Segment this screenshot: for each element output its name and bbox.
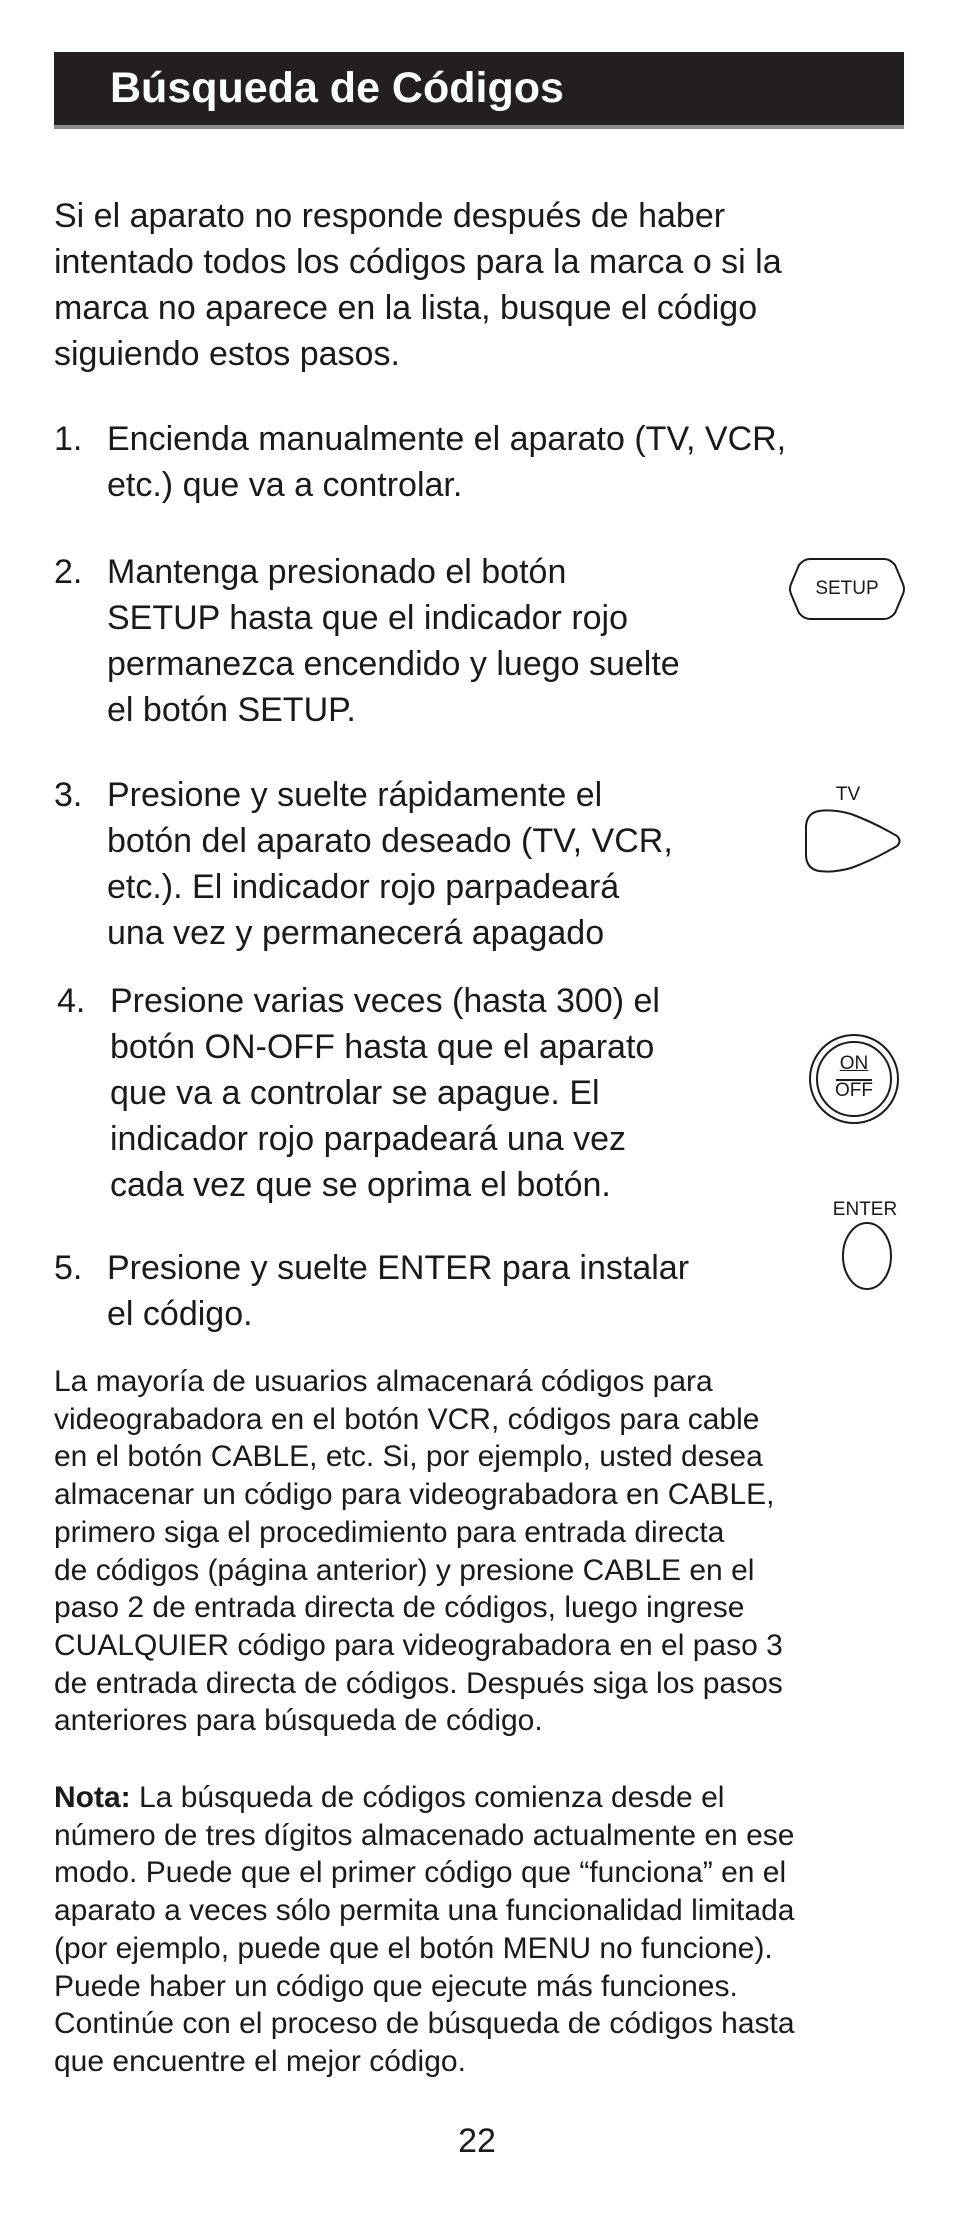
on-label: ON (839, 1053, 869, 1074)
note-line: Continúe con el proceso de búsqueda de códigos hasta (54, 2007, 795, 2041)
step-line: el botón SETUP. (107, 691, 356, 729)
note-label: Nota: (54, 1781, 131, 1814)
note-line: aparato a veces sólo permita una funcionalidad limitada (54, 1894, 795, 1928)
step-line: indicador rojo parpadeará una vez (110, 1120, 627, 1158)
step-line: cada vez que se oprima el botón. (110, 1166, 611, 1204)
intro-paragraph (54, 193, 894, 377)
note-paragraph (54, 1779, 914, 2081)
note-line: que encuentre el mejor código. (54, 2044, 466, 2078)
section-header (54, 52, 904, 129)
step-number: 4. (57, 982, 86, 1020)
step-line: botón del aparato deseado (TV, VCR, (107, 822, 673, 860)
step-line: el código. (107, 1295, 253, 1333)
step-text (107, 1245, 689, 1337)
step-4 (54, 978, 660, 1208)
paragraph-line: en el botón CABLE, etc. Si, por ejemplo, usted desea (54, 1440, 763, 1474)
note-line: Puede haber un código que ejecute más funciones. (54, 1969, 738, 2003)
step-number: 1. (54, 420, 83, 458)
note-line: número de tres dígitos almacenado actualmente en ese (54, 1818, 795, 1852)
note-line: modo. Puede que el primer código que “funciona” en el (54, 1856, 787, 1890)
page-number: 22 (458, 2122, 496, 2160)
step-number: 2. (54, 553, 83, 591)
paragraph-line: de entrada directa de códigos. Después siga los pasos (54, 1666, 783, 1700)
step-number: 5. (54, 1249, 83, 1287)
step-text (107, 549, 680, 733)
paragraph-line: La mayoría de usuarios almacenará códigos para (54, 1365, 713, 1398)
intro-line: Si el aparato no responde después de haber (54, 197, 726, 235)
step-1 (54, 416, 786, 508)
step-2 (54, 549, 680, 733)
step-line: permanezca encendido y luego suelte (107, 645, 680, 683)
step-line: una vez y permanecerá apagado (107, 914, 605, 952)
step-number: 3. (54, 776, 83, 814)
step-text (110, 978, 660, 1208)
step-line: que va a controlar se apague. El (110, 1074, 600, 1112)
step-line: etc.) que va a controlar. (107, 466, 463, 504)
paragraph-line: paso 2 de entrada directa de códigos, luego ingrese (54, 1591, 745, 1625)
enter-button-label: ENTER (832, 1199, 898, 1220)
paragraph-line: anteriores para búsqueda de código. (54, 1704, 543, 1738)
enter-button-icon (841, 1221, 893, 1291)
step-line: Mantenga presionado el botón (107, 553, 567, 591)
step-text (107, 772, 673, 956)
paragraph-line: almacenar un código para videograbadora en CABLE, (54, 1478, 775, 1512)
intro-line: intentado todos los códigos para la marca o si la (54, 243, 782, 281)
tv-button-label: TV (835, 784, 861, 805)
step-line: etc.). El indicador rojo parpadeará (107, 868, 620, 906)
explanation-paragraph (54, 1363, 914, 1740)
paragraph-line: primero siga el procedimiento para entrada directa (54, 1515, 725, 1549)
step-line: Presione y suelte ENTER para instalar (107, 1249, 690, 1287)
intro-line: marca no aparece en la lista, busque el código (54, 289, 758, 327)
on-off-button-icon (808, 1033, 900, 1125)
tv-button-icon (803, 808, 903, 874)
paragraph-line: de códigos (página anterior) y presione CABLE en el (54, 1553, 755, 1587)
step-line: Encienda manualmente el aparato (TV, VCR, (107, 420, 787, 458)
intro-line: siguiendo estos pasos. (54, 335, 400, 373)
note-line: (por ejemplo, puede que el botón MENU no funcione). (54, 1931, 773, 1965)
step-text (107, 416, 786, 508)
step-3 (54, 772, 673, 956)
step-5 (54, 1245, 689, 1337)
setup-button-label: SETUP (815, 578, 879, 599)
step-line: botón ON-OFF hasta que el aparato (110, 1028, 655, 1066)
step-line: Presione varias veces (hasta 300) el (110, 982, 660, 1020)
page-title: Búsqueda de Códigos (110, 64, 564, 112)
step-line: SETUP hasta que el indicador rojo (107, 599, 629, 637)
paragraph-line: CUALQUIER código para videograbadora en el paso 3 (54, 1628, 783, 1662)
off-label: OFF (835, 1080, 873, 1101)
note-line (54, 1779, 914, 1817)
paragraph-line: videograbadora en el botón VCR, códigos para cable (54, 1402, 760, 1436)
step-line: Presione y suelte rápidamente el (107, 776, 603, 814)
note-text: La búsqueda de códigos comienza desde el (130, 1781, 725, 1814)
